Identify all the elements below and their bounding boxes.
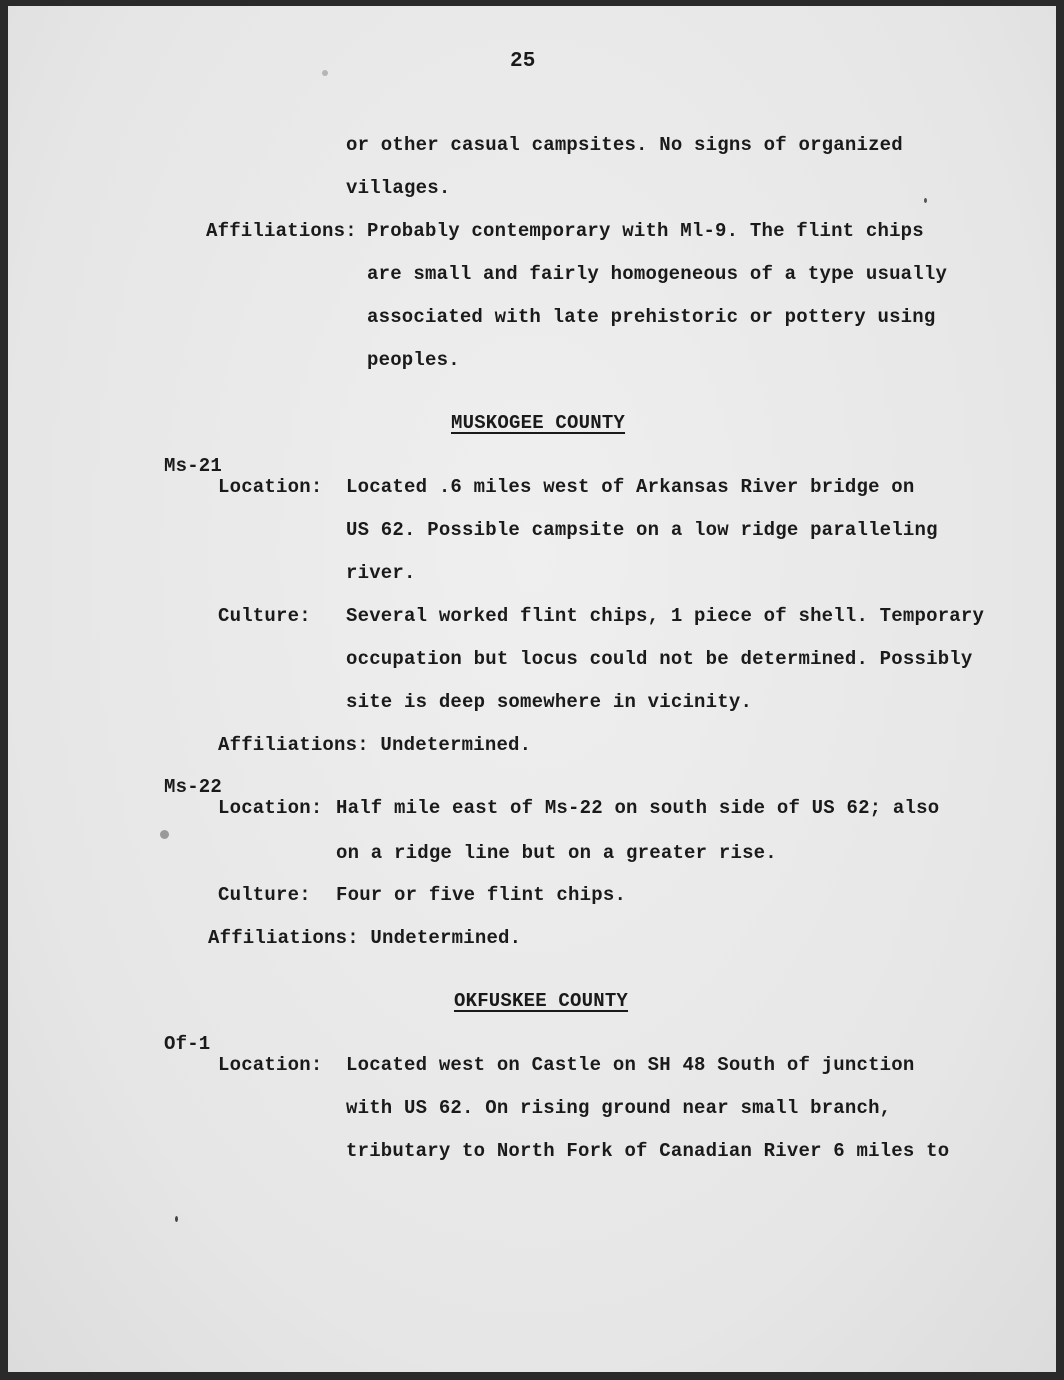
affiliations-line: Affiliations: Undetermined. bbox=[208, 927, 522, 949]
text-line: Four or five flint chips. bbox=[336, 884, 627, 906]
text-line: with US 62. On rising ground near small branch, bbox=[346, 1097, 892, 1119]
county-heading-okfuskee: OKFUSKEE COUNTY bbox=[454, 990, 629, 1012]
text-line: on a ridge line but on a greater rise. bbox=[336, 842, 777, 864]
scan-speck bbox=[924, 198, 927, 203]
text-line: or other casual campsites. No signs of organized bbox=[346, 134, 903, 156]
culture-label: Culture: bbox=[218, 605, 311, 627]
document-page bbox=[8, 6, 1056, 1372]
location-label: Location: bbox=[218, 476, 323, 498]
text-line: associated with late prehistoric or pottery using bbox=[367, 306, 936, 328]
text-line: occupation but locus could not be determined. Possibly bbox=[346, 648, 973, 670]
text-line: tributary to North Fork of Canadian River 6 miles to bbox=[346, 1140, 950, 1162]
text-line: Several worked flint chips, 1 piece of shell. Temporary bbox=[346, 605, 985, 627]
text-line: villages. bbox=[346, 177, 451, 199]
text-line: Located .6 miles west of Arkansas River bridge on bbox=[346, 476, 915, 498]
county-heading-muskogee: MUSKOGEE COUNTY bbox=[451, 412, 626, 434]
site-id: Ms-21 bbox=[164, 455, 223, 477]
text-line: Located west on Castle on SH 48 South of junction bbox=[346, 1054, 915, 1076]
site-id: Ms-22 bbox=[164, 776, 223, 798]
affiliations-line: Affiliations: Undetermined. bbox=[218, 734, 532, 756]
page-number: 25 bbox=[510, 50, 536, 73]
location-label: Location: bbox=[218, 797, 323, 819]
scan-speck bbox=[322, 70, 328, 76]
text-line: river. bbox=[346, 562, 416, 584]
scan-speck bbox=[175, 1216, 178, 1222]
culture-label: Culture: bbox=[218, 884, 311, 906]
text-line: are small and fairly homogeneous of a type usually bbox=[367, 263, 948, 285]
location-label: Location: bbox=[218, 1054, 323, 1076]
text-line: US 62. Possible campsite on a low ridge paralleling bbox=[346, 519, 938, 541]
affiliations-label: Affiliations: bbox=[206, 220, 357, 242]
scan-speck bbox=[160, 830, 169, 839]
text-line: Half mile east of Ms-22 on south side of US 62; also bbox=[336, 797, 940, 819]
text-line: site is deep somewhere in vicinity. bbox=[346, 691, 753, 713]
site-id: Of-1 bbox=[164, 1033, 211, 1055]
text-line: peoples. bbox=[367, 349, 460, 371]
text-line: Probably contemporary with Ml-9. The flint chips bbox=[367, 220, 924, 242]
